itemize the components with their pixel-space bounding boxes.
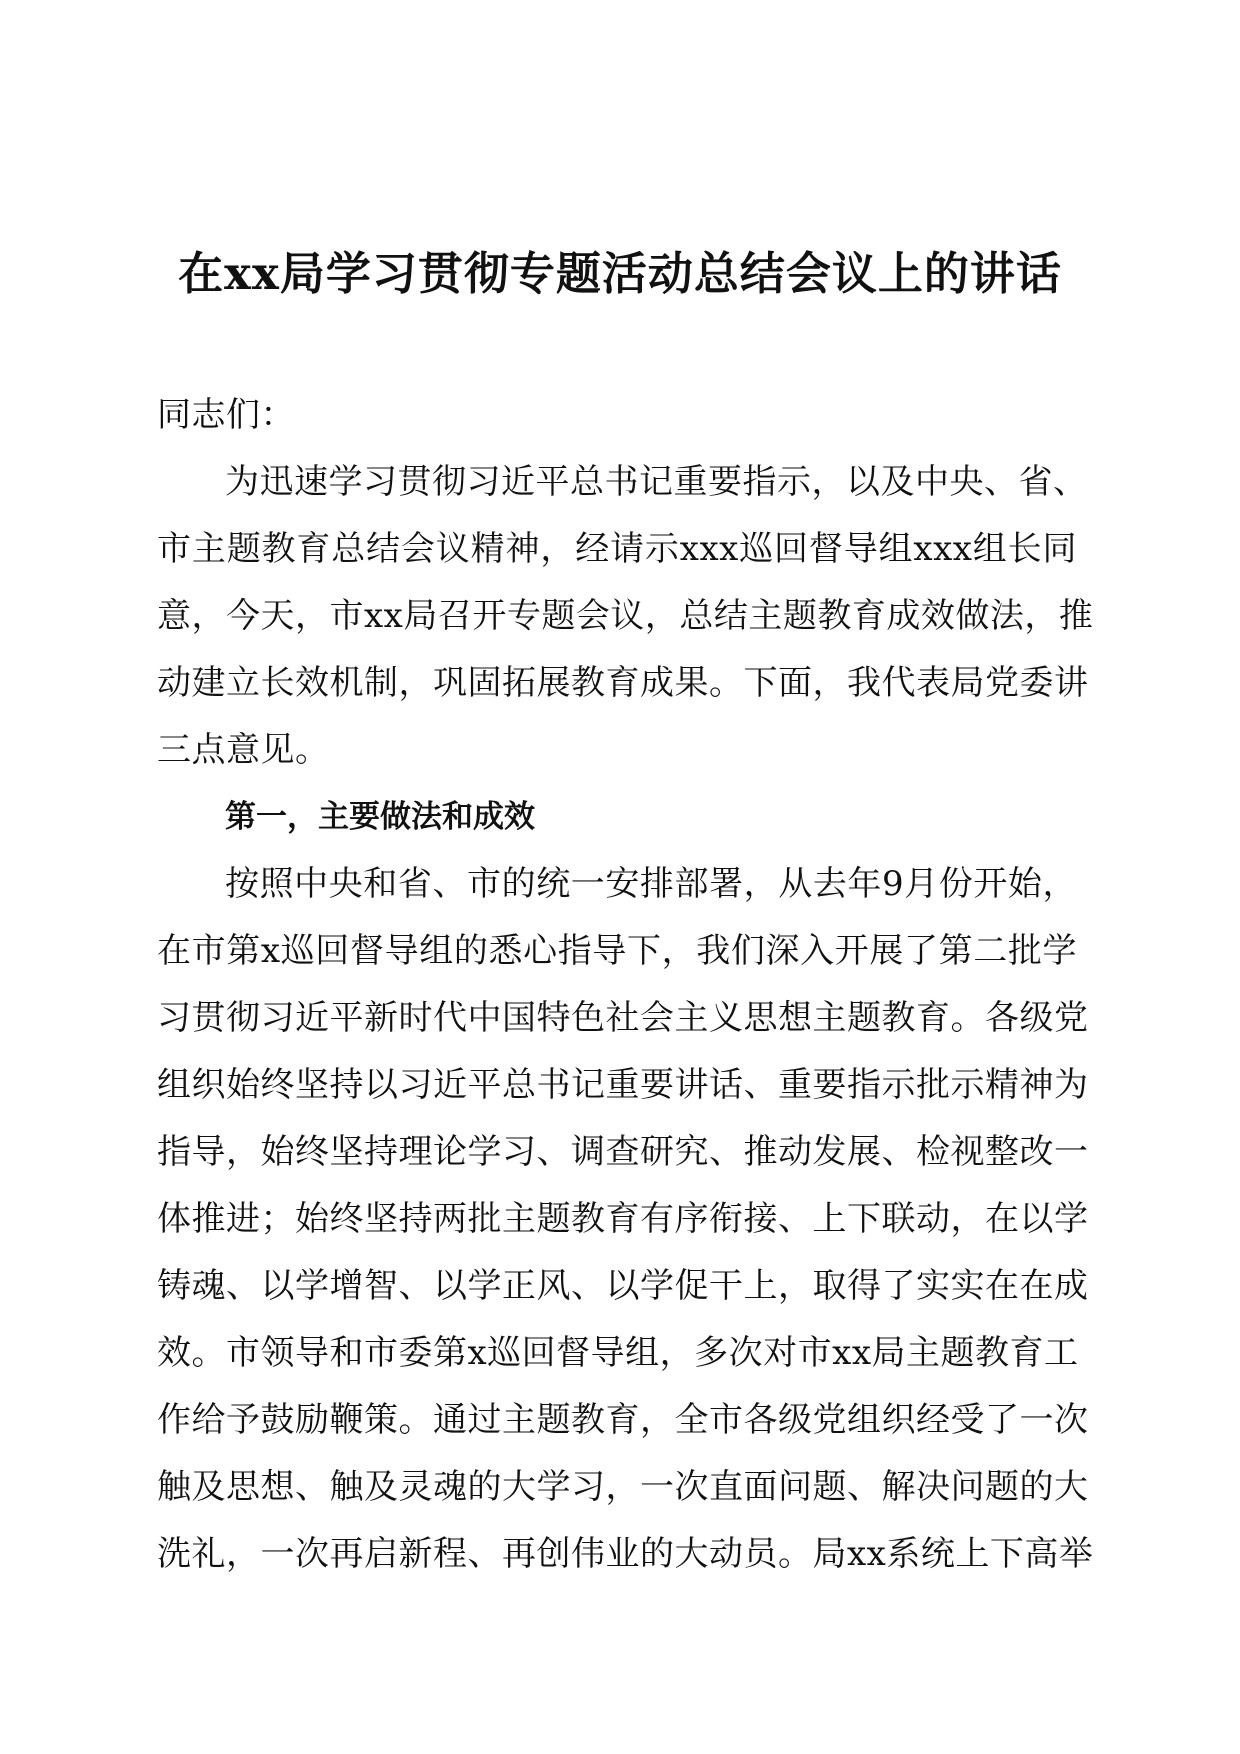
paragraph-line: 动建立长效机制，巩固拓展教育成果。下面，我代表局党委讲 [157,663,1089,703]
paragraph-line: 触及思想、触及灵魂的大学习，一次直面问题、解决问题的大 [157,1467,1089,1507]
paragraph-line: 效。市领导和市委第x巡回督导组，多次对市xx局主题教育工 [157,1333,1079,1373]
paragraph-line: 体推进；始终坚持两批主题教育有序衔接、上下联动，在以学 [157,1199,1089,1239]
paragraph-line: 在市第x巡回督导组的悉心指导下，我们深入开展了第二批学 [157,931,1077,971]
document-title: 在xx局学习贯彻专题活动总结会议上的讲话 [178,247,1062,300]
paragraph-line: 为迅速学习贯彻习近平总书记重要指示，以及中央、省、 [225,462,1088,502]
paragraph-line: 作给予鼓励鞭策。通过主题教育，全市各级党组织经受了一次 [157,1400,1089,1440]
paragraph-line: 组织始终坚持以习近平总书记重要讲话、重要指示批示精神为 [157,1065,1089,1105]
paragraph-line: 三点意见。 [157,730,330,770]
paragraph-line: 意，今天，市xx局召开专题会议，总结主题教育成效做法，推 [157,596,1094,636]
paragraph-line: 按照中央和省、市的统一安排部署，从去年9月份开始， [225,864,1077,904]
section-heading: 第一，主要做法和成效 [225,799,535,835]
paragraph-line: 铸魂、以学增智、以学正风、以学促干上，取得了实实在在成 [157,1266,1089,1306]
paragraph-line: 习贯彻习近平新时代中国特色社会主义思想主题教育。各级党 [157,998,1089,1038]
salutation: 同志们： [157,395,295,435]
paragraph-line: 洗礼，一次再启新程、再创伟业的大动员。局xx系统上下高举 [157,1534,1094,1574]
paragraph-line: 市主题教育总结会议精神，经请示xxx巡回督导组xxx组长同 [157,529,1077,569]
document-body [157,382,1094,1588]
paragraph-line: 指导，始终坚持理论学习、调查研究、推动发展、检视整改一 [157,1132,1089,1172]
